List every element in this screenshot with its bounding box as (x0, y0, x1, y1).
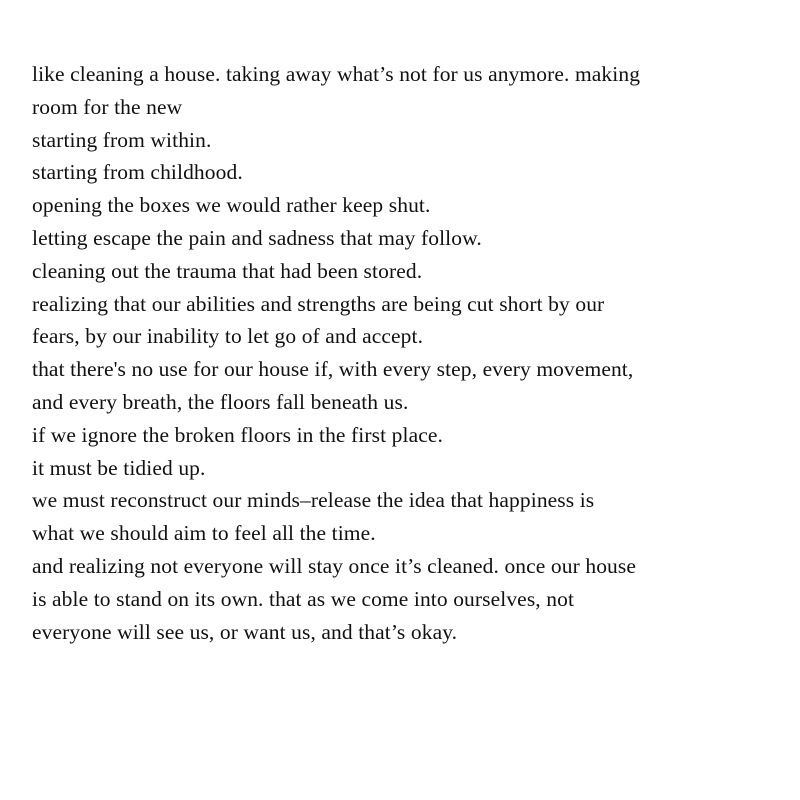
poem-line: we must reconstruct our minds–release the idea that happiness is (32, 488, 595, 513)
poem-line: and every breath, the floors fall beneath us. (32, 389, 409, 414)
poem-line: opening the boxes we would rather keep shut. (32, 193, 431, 218)
poem-line: is able to stand on its own. that as we come into ourselves, not (32, 586, 575, 611)
poem-line: it must be tidied up. (32, 455, 206, 480)
poem-line: fears, by our inability to let go of and accept. (32, 324, 424, 349)
poem-line: cleaning out the trauma that had been stored. (32, 258, 423, 283)
poem-line: starting from within. (32, 127, 212, 152)
poem-line: starting from childhood. (32, 160, 243, 185)
poem-line: that there's no use for our house if, with every step, every movement, (32, 357, 634, 382)
poem-line: room for the new (32, 94, 183, 119)
poem-line: if we ignore the broken floors in the first place. (32, 422, 443, 447)
poem-text (32, 58, 772, 648)
poem-line: letting escape the pain and sadness that may follow. (32, 225, 482, 250)
poem-line: everyone will see us, or want us, and that’s okay. (32, 619, 458, 644)
poem-line: and realizing not everyone will stay once it’s cleaned. once our house (32, 553, 637, 578)
poem-line: what we should aim to feel all the time. (32, 521, 376, 546)
poem-line: like cleaning a house. taking away what’s not for us anymore. making (32, 62, 641, 86)
poem-line: realizing that our abilities and strengths are being cut short by our (32, 291, 605, 316)
